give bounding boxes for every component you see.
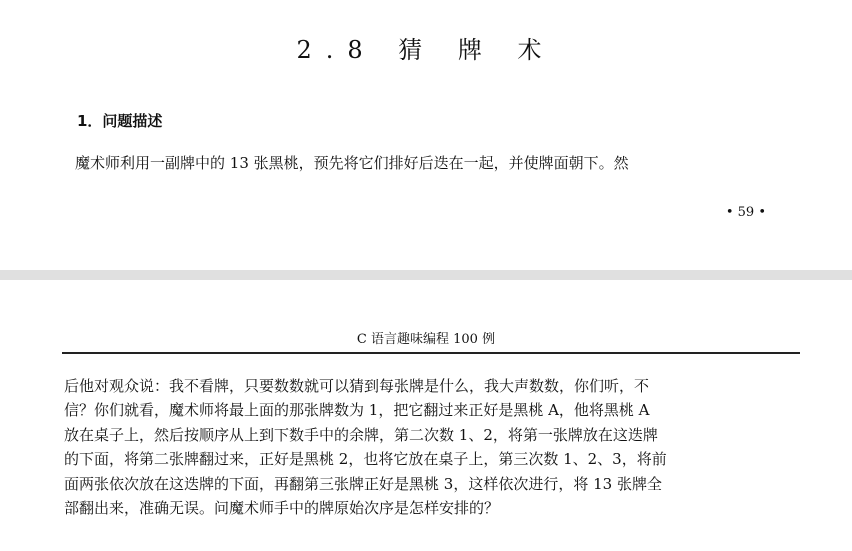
- section-title: 2.8 猜 牌 术: [296, 36, 556, 64]
- subsection-heading: 1．问题描述: [77, 112, 163, 130]
- text-line: 信？你们就看，魔术师将最上面的那张牌数为 1，把它翻过来正好是黑桃 A，他将黑桃 A: [64, 401, 650, 420]
- body-paragraph: [64, 374, 804, 520]
- text-line: 部翻出来，准确无误。问魔术师手中的牌原始次序是怎样安排的？: [64, 498, 500, 517]
- top-page: [0, 0, 852, 270]
- text-line: 的下面，将第二张牌翻过来，正好是黑桃 2，也将它放在桌子上，第三次数 1、2、3，将前: [64, 450, 667, 469]
- paragraph-text: 魔术师利用一副牌中的 13 张黑桃，预先将它们排好后迭在一起，并使牌面朝下。然: [75, 154, 629, 172]
- text-line: 后他对观众说：我不看牌，只要数数就可以猜到每张牌是什么，我大声数数，你们听，不: [64, 377, 650, 395]
- page-number: • 59 •: [725, 205, 766, 220]
- page-separator: [0, 270, 852, 280]
- header-rule: [62, 352, 800, 354]
- text-line: 放在桌子上，然后按顺序从上到下数手中的余牌，第二次数 1、2，将第一张牌放在这迭牌: [64, 425, 658, 444]
- running-header: C 语言趣味编程 100 例: [356, 332, 496, 347]
- text-line: 面两张依次放在这迭牌的下面，再翻第三张牌正好是黑桃 3，这样依次进行，将 13 张牌全: [64, 474, 662, 493]
- bottom-page: [0, 280, 852, 551]
